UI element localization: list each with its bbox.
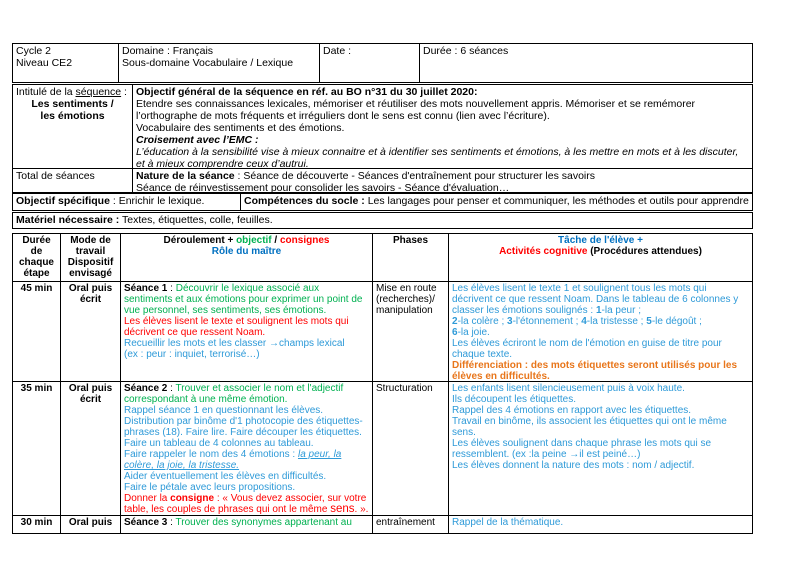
cell-cycle-niveau [13, 44, 119, 83]
paragraph [452, 405, 749, 416]
intitule-underlined-word: séquence [75, 86, 122, 98]
paragraph [124, 349, 369, 360]
text-run: : Séance de découverte - Séances d'entraînement pour structurer les savoirs [234, 170, 596, 182]
paragraph [124, 416, 369, 438]
text-run: consignes [279, 235, 330, 246]
cell-competences-socle [241, 194, 753, 211]
paragraph [452, 517, 749, 528]
paragraph [452, 316, 749, 327]
cell-objectif-specifique [13, 194, 241, 211]
paragraph [124, 405, 369, 416]
text-run: Structuration [376, 383, 433, 394]
paragraph [136, 170, 749, 182]
text-run: Matériel nécessaire : [16, 214, 120, 226]
paragraph [124, 235, 369, 246]
text-run: Séance de réinvestissement pour consolider les savoirs - Séance d'évaluation… [136, 182, 510, 193]
text-run: Donner la [124, 493, 171, 504]
cell-date [320, 44, 420, 83]
text-run: Les élèves donnent la nature des mots : nom / adjectif. [452, 460, 695, 471]
sequence-title-line1: Les sentiments / [31, 98, 114, 110]
text-run: Textes, étiquettes, colle, feuilles. [119, 214, 273, 226]
row2-phases [373, 382, 449, 516]
text-run: Durée de chaque étape [18, 235, 54, 279]
text-run: : « Vous devez associer, sur votre table, les couples de phrases qui ont le même [124, 493, 367, 515]
text-run: Rôle du maître [211, 246, 282, 257]
text-run: : Enrichir le lexique. [109, 195, 205, 207]
cycle-text: Cycle 2 [16, 45, 52, 57]
paragraph [124, 438, 369, 449]
paragraph [452, 360, 749, 382]
intitule-label [16, 86, 129, 98]
paragraph [136, 134, 749, 146]
text-run: -la tristesse ; [586, 316, 647, 327]
text-run: 2 [452, 316, 458, 327]
text-run: 6 [452, 327, 458, 338]
row2-tache [449, 382, 753, 516]
text-run: Les langages pour penser et communiquer, les méthodes et outils pour apprendre [364, 195, 749, 207]
text-run: Découvrir le lexique associé aux sentiments et aux émotions pour exprimer un point de vue personnel, ses sentiments, ses émotions. [124, 283, 363, 316]
cell-total-seances [13, 169, 133, 193]
row1-duree: 45 min [13, 282, 61, 382]
text-run: Différenciation : des mots étiquettes seront utilisés pour les élèves en difficultés. [452, 360, 738, 382]
total-seances-label: Total de séances [16, 170, 95, 182]
paragraph [124, 383, 369, 405]
lesson-grid [12, 233, 753, 534]
text-run: Séance 3 [124, 517, 168, 528]
header-mode [61, 234, 121, 282]
text-run: Les élèves soulignent dans chaque phrase les mots qui se ressemblent. (ex :la peine →il est peiné…) [452, 438, 712, 460]
text-run: Les élèves lisent le texte 1 et soulignent tous les mots qui décrivent ce que ressent Noam. Dans le tableau de 6 colonnes y classer les émotions soulignés : [452, 283, 739, 316]
text-run: Les élèves lisent le texte et soulignent les mots qui décrivent ce que ressent Noam. [124, 316, 349, 338]
domaine-text: Domaine : Français [122, 45, 214, 57]
text-run: Rappel des 4 émotions en rapport avec les étiquettes. [452, 405, 692, 416]
intitule-colon: : [121, 86, 127, 98]
sequence-table [12, 84, 753, 193]
text-run: Croisement avec l’EMC : [136, 134, 259, 146]
cell-domaine [119, 44, 320, 83]
paragraph [16, 235, 57, 279]
date-label: Date : [323, 45, 352, 57]
paragraph [244, 195, 749, 207]
niveau-text: Niveau CE2 [16, 57, 73, 69]
row3-tache [449, 516, 753, 534]
row3-mode: Oral puis [61, 516, 121, 534]
paragraph [16, 214, 749, 226]
duree-text: Durée : 6 séances [423, 45, 509, 57]
text-run: Déroulement + [163, 235, 237, 246]
paragraph [124, 338, 369, 349]
text-run: -la joie. [457, 327, 490, 338]
row3-deroulement [121, 516, 373, 534]
paragraph [136, 146, 749, 169]
cell-materiel [13, 213, 753, 229]
cell-nature-seance [133, 169, 753, 193]
row1-deroulement [121, 282, 373, 382]
text-run: Les élèves écriront le nom de l'émotion en guise de titre pour chaque texte. [452, 338, 722, 360]
paragraph [124, 246, 369, 257]
intitule-prefix: Intitulé de la [16, 86, 76, 98]
text-run: Etendre ses connaissances lexicales, mémoriser et réutiliser des mots nouvellement appris. Mémoriser et se remémorer l’orthographe de mots fréquents et irréguliers dont le sens est connu (lien avec l’écriture). [136, 98, 696, 122]
row2-duree: 35 min [13, 382, 61, 516]
text-run: Objectif spécifique [16, 195, 110, 207]
text-run: Nature de la séance [136, 170, 235, 182]
text-run: : [167, 517, 176, 528]
header-tache [449, 234, 753, 282]
text-run: : [167, 283, 176, 294]
paragraph [16, 195, 237, 207]
text-run: 4 [581, 316, 587, 327]
paragraph [136, 122, 749, 134]
paragraph [452, 383, 749, 394]
text-run: 5 [646, 316, 652, 327]
text-run: Compétences du socle : [244, 195, 365, 207]
text-run: -l'étonnement ; [512, 316, 582, 327]
paragraph [64, 235, 117, 257]
cell-intitule [13, 85, 133, 169]
paragraph [452, 416, 749, 438]
sous-domaine-text: Sous-domaine Vocabulaire / Lexique [122, 57, 294, 69]
objectives-table [12, 193, 753, 211]
text-run: Dispositif envisagé [67, 257, 114, 279]
text-run: Les enfants lisent silencieusement puis à voix haute. [452, 383, 685, 394]
cell-objectif-general [133, 85, 753, 169]
text-run: Trouver et associer le nom et l'adjectif correspondant à une même émotion. [124, 383, 344, 405]
paragraph [124, 517, 369, 528]
text-run: Vocabulaire des sentiments et des émotions. [136, 122, 345, 134]
text-run: Travail en binôme, ils associent les étiquettes qui ont le même sens. [452, 416, 727, 438]
text-run: la peur, la colère, la joie, la tristesse. [124, 449, 342, 471]
text-run: Phases [392, 235, 429, 246]
text-run: Séance 2 [124, 383, 168, 394]
text-run: Aider éventuellement les élèves en difficultés. [124, 471, 327, 482]
text-run: Trouver des synonymes appartenant au [175, 517, 352, 528]
text-run: Faire un tableau de 4 colonnes au tableau. [124, 438, 314, 449]
paragraph [452, 235, 749, 246]
text-run: Rappel séance 1 en questionnant les élèves. [124, 405, 324, 416]
text-run: (ex : peur : inquiet, terrorisé…) [124, 349, 260, 360]
paragraph [452, 338, 749, 360]
text-run: entraînement [376, 517, 435, 528]
text-run: Ils découpent les étiquettes. [452, 394, 576, 405]
text-run: 3 [507, 316, 513, 327]
text-run: Mode de travail [70, 235, 111, 257]
text-run: -la colère ; [457, 316, 508, 327]
header-deroulement [121, 234, 373, 282]
paragraph [452, 438, 749, 460]
paragraph [452, 283, 749, 316]
text-run: -la peur ; [601, 305, 641, 316]
text-run: Rappel de la thématique. [452, 517, 564, 528]
text-run: Faire rappeler le nom des 4 émotions : [124, 449, 298, 460]
paragraph [124, 449, 369, 471]
paragraph [124, 316, 369, 338]
row2-deroulement [121, 382, 373, 516]
row1-mode: Oral puis écrit [61, 282, 121, 382]
text-run: consigne [170, 493, 215, 504]
paragraph [136, 182, 749, 193]
paragraph [124, 482, 369, 493]
paragraph [452, 394, 749, 405]
text-run: sens [330, 503, 355, 515]
paragraph [124, 471, 369, 482]
row2-mode: Oral puis écrit [61, 382, 121, 516]
paragraph [376, 383, 445, 394]
paragraph [376, 235, 445, 246]
paragraph [452, 246, 749, 257]
paragraph [452, 327, 749, 338]
paragraph [452, 460, 749, 471]
row1-tache [449, 282, 753, 382]
text-run: Distribution par binôme d'1 photocopie des étiquettes-phrases (18). Faire lire. Faire découper les étiquettes. [124, 416, 363, 438]
text-run: / [271, 235, 280, 246]
text-run: Activités cognitive [499, 246, 588, 257]
header-phases [373, 234, 449, 282]
material-table [12, 212, 753, 229]
text-run: Tâche de l'élève + [558, 235, 643, 246]
paragraph [376, 283, 445, 316]
text-run: Faire le pétale avec leurs propositions. [124, 482, 296, 493]
paragraph [136, 86, 749, 98]
row3-phases [373, 516, 449, 534]
paragraph [376, 517, 445, 528]
text-run: -le dégoût ; [651, 316, 702, 327]
text-run: : [167, 383, 176, 394]
row1-phases [373, 282, 449, 382]
text-run: objectif [236, 235, 272, 246]
text-run: . ». [354, 504, 369, 515]
text-run: 1 [595, 305, 602, 316]
paragraph [64, 257, 117, 279]
text-run: L’éducation à la sensibilité vise à mieux connaitre et à identifier ses sentiments et émotions, à les mettre en mots et à les discuter, et à mieux comprendre ceux d’autrui. [136, 146, 739, 169]
text-run: →champs lexical [269, 338, 345, 349]
paragraph [124, 493, 369, 515]
text-run: Objectif général de la séquence en réf. au BO n°31 du 30 juillet 2020: [136, 86, 478, 98]
text-run: Recueillir les mots et les classer [124, 338, 270, 349]
header-duree [13, 234, 61, 282]
text-run: (Procédures attendues) [587, 246, 702, 257]
text-run: Séance 1 [124, 283, 168, 294]
paragraph [124, 283, 369, 316]
cell-duree-seances [420, 44, 753, 83]
info-table [12, 43, 753, 83]
paragraph [136, 98, 749, 122]
text-run: Mise en route (recherches)/ manipulation [376, 283, 437, 316]
sequence-title-line2: les émotions [40, 110, 105, 122]
row3-duree: 30 min [13, 516, 61, 534]
